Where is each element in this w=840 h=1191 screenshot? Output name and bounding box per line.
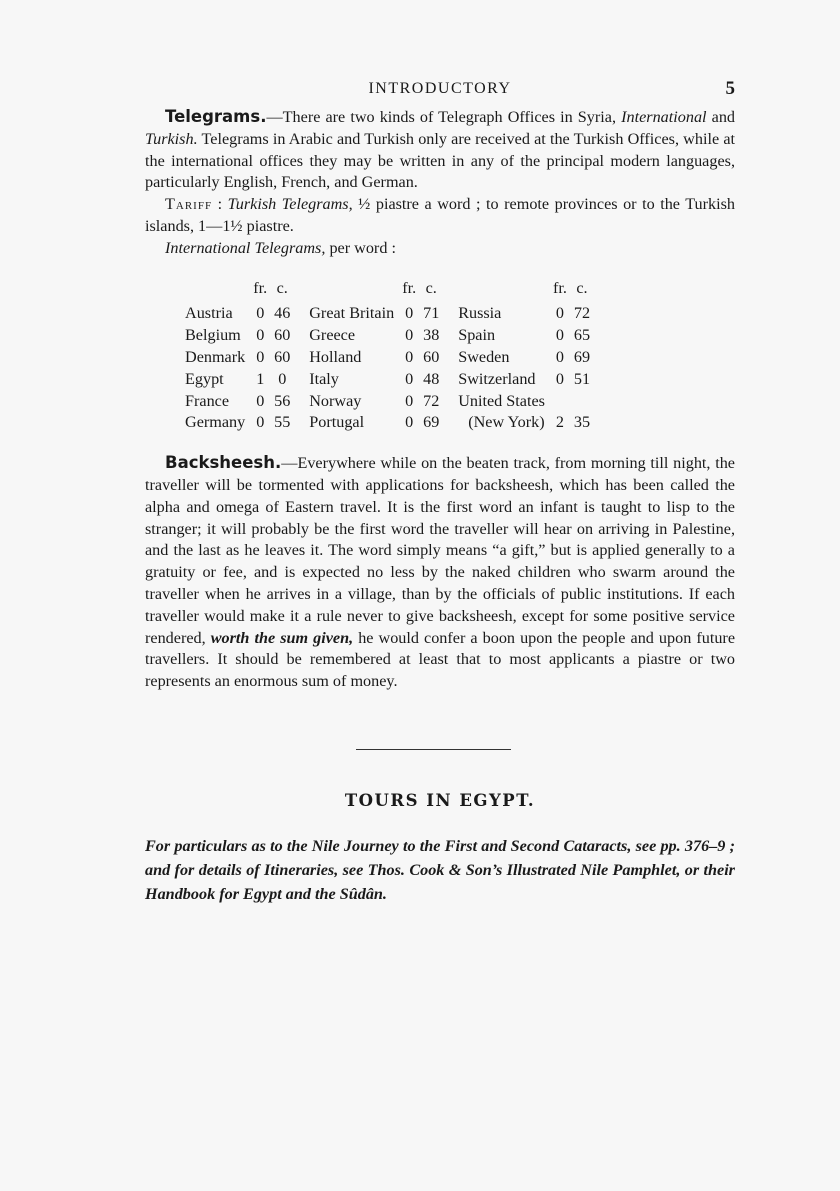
country-name: United States [458,391,545,410]
running-head: INTRODUCTORY [368,80,512,97]
rate-c: 60 [274,326,291,345]
rate-fr [551,391,569,413]
table-row [185,325,595,347]
tariff-label: Tariff [165,195,213,214]
rates-header-row [185,278,595,304]
telegrams-international: International [621,108,707,126]
unit-c: c. [425,278,437,297]
backsheesh-heading: Backsheesh. [165,453,282,473]
rate-fr: 2 [555,413,565,432]
telegrams-text-1: —There are two kinds of Telegraph Offices in Syria, [266,108,622,126]
page-header [145,78,735,106]
rate-fr: 0 [405,304,414,323]
country-name: Great Britain [309,304,395,323]
country-name: Italy [309,369,339,388]
backsheesh-emphasis: worth the sum given, [210,628,354,647]
country-name: Spain [458,326,496,345]
international-telegrams: International Telegrams, [165,238,326,257]
country-name: Holland [309,347,362,366]
country-name: Egypt [185,369,224,388]
rate-fr: 0 [256,347,265,366]
country-name: Portugal [309,413,365,432]
country-name: Norway [309,391,362,410]
rate-c: 35 [573,413,591,432]
rate-c: 38 [423,326,440,345]
tariff-turkish-telegrams: Turkish Telegrams, [227,195,353,214]
country-name: France [185,391,230,410]
rate-fr: 0 [256,413,265,432]
rate-fr: 0 [256,326,265,345]
rate-c: 48 [423,369,440,388]
rate-fr: 0 [405,347,414,366]
country-name: Belgium [185,326,241,345]
rate-c: 46 [274,304,291,323]
rate-c: 65 [573,326,591,345]
country-name: Denmark [185,347,246,366]
page-number: 5 [725,78,735,99]
page [145,78,735,906]
rate-fr: 0 [256,304,265,323]
backsheesh-text-1: —Everywhere while on the beaten track, from morning till night, the traveller will be tormented with applications for backsheesh, which has been called the alpha and omega of Eastern travel. It is the first word an infant is taught to lisp to the stranger; it will probably be the first word the traveller will hear on arriving in Palestine, and the last as he leaves it. The word simply means “a gift,” but is applied generally to a gratuity or fee, and is expected no less by the naked children who swarm around the traveller when he arrives in a village, than by the officials of public institutions. If each traveller would make it a rule never to give backsheesh, except for some positive service rendered, [145,454,735,647]
rate-c: 51 [573,369,591,388]
tours-note: For particulars as to the Nile Journey to the First and Second Cataracts, see pp. 376–9 ; and for details of Itineraries, see Thos. Cook & Son’s Illustrated Nile Pamphlet, or their Handbook for Egypt and the Sûdân. [145,836,735,903]
table-row [185,391,595,413]
rate-fr: 0 [405,326,414,345]
section-divider [356,749,511,750]
rate-c [569,391,595,413]
rate-fr: 0 [405,369,414,388]
rate-fr: 0 [555,326,565,345]
unit-c: c. [276,278,288,297]
rate-fr: 0 [555,304,565,323]
unit-c: c. [576,278,588,297]
telegrams-paragraph [145,106,735,194]
rate-c: 69 [423,413,440,432]
rate-fr: 0 [405,413,414,432]
rate-c: 72 [573,304,591,323]
rate-c: 60 [274,347,291,366]
country-name: Germany [185,413,246,432]
rate-fr: 0 [555,347,565,366]
country-name: Sweden [458,347,510,366]
tariff-text: ½ piastre a word ; to remote provinces or to the Turkish islands, 1—1½ piastre. [145,195,736,235]
rate-fr: 0 [405,391,414,410]
tariff-paragraph [145,194,735,238]
table-row [185,412,595,434]
telegrams-text-3: Telegrams in Arabic and Turkish only are received at the Turkish Offices, while at the international offices they may be written in any of the principal modern languages, particularly English, French, and German. [145,129,735,192]
country-name: Switzerland [458,369,536,388]
country-name: (New York) [468,413,545,432]
telegram-rates-table [185,278,595,435]
international-text: per word : [325,238,396,257]
rate-c: 55 [274,413,291,432]
international-paragraph [145,238,735,260]
telegrams-heading: Telegrams. [165,107,267,126]
unit-fr: fr. [402,278,417,297]
rate-fr: 0 [555,369,565,388]
rate-c: 69 [573,347,591,366]
country-name: Greece [309,326,356,345]
backsheesh-text-2: he would confer a boon upon the people and upon future travellers. It should be remembered at least that to most applicants a piastre or two represents an enormous sum of money. [145,628,735,691]
country-name: Austria [185,304,233,323]
rate-fr: 0 [256,391,265,410]
unit-fr: fr. [553,278,567,297]
backsheesh-paragraph [145,452,735,693]
tariff-separator: : [212,195,228,214]
rate-fr: 1 [256,369,265,388]
rate-c: 60 [423,347,440,366]
telegrams-text-2: and [706,108,736,126]
rate-c: 72 [423,391,440,410]
tours-title: TOURS IN EGYPT. [344,790,536,810]
rate-c: 71 [423,304,440,323]
table-row [185,303,595,325]
table-row [185,369,595,391]
rate-c: 56 [274,391,291,410]
rate-c: 0 [278,369,287,388]
telegrams-turkish: Turkish. [145,129,198,148]
table-row [185,347,595,369]
country-name: Russia [458,304,502,323]
unit-fr: fr. [253,278,268,297]
